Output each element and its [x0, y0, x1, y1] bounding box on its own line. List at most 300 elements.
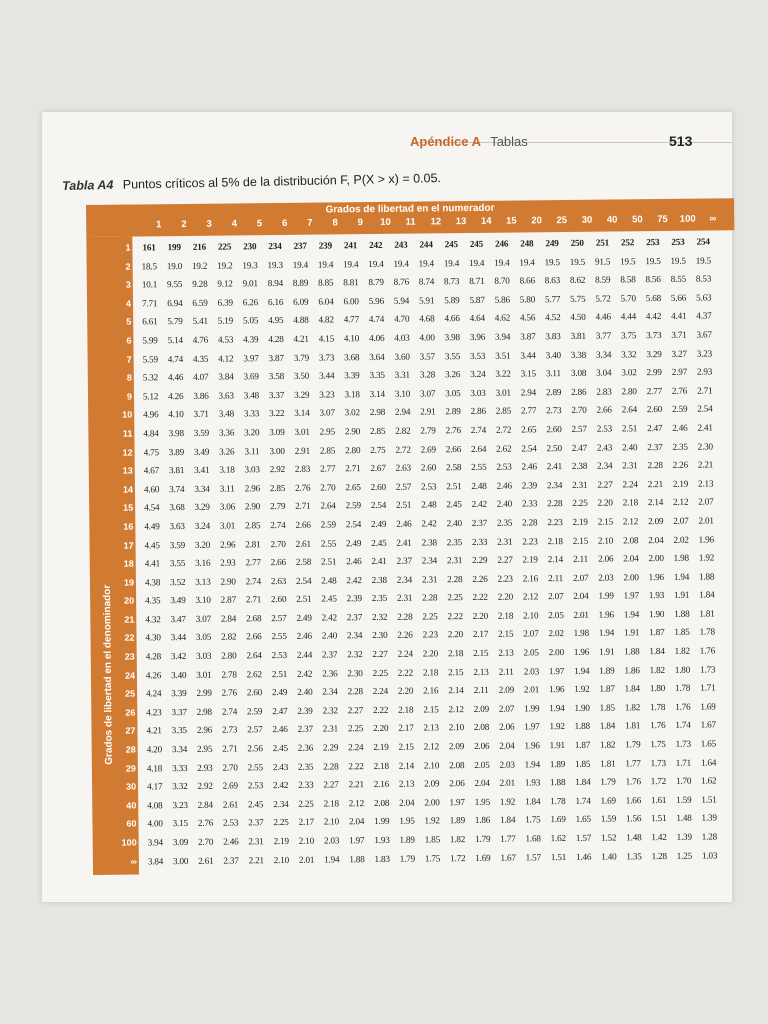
- table-cell: 1.80: [649, 683, 666, 694]
- table-cell: 3.48: [218, 408, 235, 419]
- table-cell: 1.66: [625, 795, 642, 806]
- row-spacer: [718, 437, 743, 456]
- row-header: 17: [123, 540, 134, 551]
- table-cell: 2.54: [697, 403, 713, 414]
- table-cell: 1.82: [449, 834, 466, 845]
- table-cell: 1.75: [525, 814, 541, 825]
- column-header: 100: [679, 213, 696, 225]
- row-header: 20: [124, 595, 135, 606]
- row-spacer: [716, 269, 741, 288]
- table-cell: 2.34: [346, 630, 363, 641]
- table-cell: 1.85: [424, 834, 441, 845]
- table-cell: 2.60: [546, 423, 562, 435]
- table-cell: 2.14: [448, 685, 464, 696]
- row-spacer: [718, 418, 743, 437]
- table-cell: 2.61: [222, 799, 239, 810]
- table-cell: 2.66: [445, 443, 462, 454]
- table-cell: 2.34: [546, 479, 563, 490]
- table-cell: 1.40: [601, 851, 617, 862]
- table-cell: 2.04: [648, 534, 664, 545]
- table-cell: 3.94: [147, 837, 163, 848]
- table-cell: 1.39: [676, 831, 692, 842]
- table-cell: 2.04: [399, 797, 415, 808]
- table-cell: 239: [318, 240, 332, 251]
- table-cell: 2.01: [573, 609, 589, 620]
- table-cell: 2.42: [346, 574, 362, 585]
- table-cell: 2.53: [247, 780, 264, 791]
- table-cell: 2.09: [424, 778, 440, 789]
- table-cell: 2.26: [472, 573, 488, 584]
- table-cell: 2.49: [370, 518, 387, 529]
- table-cell: 2.04: [499, 740, 515, 751]
- table-cell: 1.96: [648, 571, 664, 582]
- table-cell: 1.67: [500, 852, 516, 863]
- table-cell: 8.81: [343, 277, 359, 288]
- table-cell: 3.84: [147, 855, 164, 866]
- table-cell: 6.59: [192, 297, 208, 308]
- table-cell: 8.53: [695, 273, 712, 284]
- table-cell: 2.18: [373, 760, 389, 771]
- table-cell: 246: [495, 238, 509, 249]
- table-cell: 1.62: [550, 833, 566, 844]
- table-cell: 2.01: [523, 684, 540, 695]
- table-cell: 2.62: [496, 443, 512, 454]
- table-cell: 2.21: [697, 459, 714, 470]
- table-cell: 9.01: [242, 278, 258, 289]
- table-cell: 1.94: [573, 665, 590, 676]
- table-cell: 2.34: [597, 460, 613, 471]
- table-cell: 8.63: [544, 275, 561, 286]
- table-cell: 1.69: [700, 701, 716, 712]
- table-cell: 2.31: [497, 536, 513, 547]
- table-cell: 2.33: [471, 536, 488, 547]
- table-cell: 2.33: [298, 779, 314, 791]
- table-cell: 2.63: [395, 462, 411, 473]
- table-cell: 4.38: [144, 576, 161, 588]
- table-cell: 2.53: [222, 817, 239, 829]
- table-cell: 4.77: [343, 314, 360, 325]
- table-cell: 2.47: [647, 422, 663, 434]
- table-cell: 2.20: [472, 610, 489, 621]
- table-cell: 2.19: [522, 554, 538, 565]
- table-cell: 3.11: [545, 368, 561, 379]
- table-cell: 1.92: [499, 796, 516, 807]
- row-spacer: [718, 474, 743, 493]
- table-cell: 2.37: [346, 612, 363, 623]
- table-cell: 2.70: [320, 482, 336, 493]
- table-cell: 2.18: [447, 648, 464, 659]
- table-cell: 2.31: [446, 555, 463, 566]
- table-cell: 250: [570, 237, 584, 248]
- table-cell: 2.92: [197, 780, 213, 792]
- table-cell: 4.00: [419, 332, 435, 343]
- row-spacer: [718, 455, 743, 474]
- table-cell: 1.84: [624, 683, 640, 694]
- table-cell: 3.89: [168, 446, 185, 457]
- table-cell: 2.95: [196, 743, 213, 754]
- table-cell: 2.48: [321, 575, 337, 586]
- table-cell: 2.47: [272, 705, 288, 716]
- table-cell: 8.62: [569, 274, 586, 286]
- table-cell: 4.06: [368, 332, 385, 344]
- table-cell: 2.11: [473, 685, 489, 696]
- table-cell: 3.24: [194, 520, 211, 531]
- table-cell: 2.99: [646, 367, 662, 378]
- table-cell: 2.05: [523, 647, 539, 658]
- table-cell: 19.4: [317, 259, 334, 270]
- table-cell: 2.01: [499, 777, 515, 788]
- table-cell: 2.53: [596, 423, 613, 434]
- table-cell: 3.68: [344, 351, 360, 362]
- table-cell: 3.87: [268, 352, 284, 363]
- table-cell: 4.23: [146, 707, 162, 718]
- table-cell: 2.18: [422, 666, 439, 678]
- table-cell: 2.07: [498, 703, 515, 714]
- table-cell: 3.83: [545, 331, 561, 342]
- table-cell: 3.23: [319, 389, 335, 400]
- numerator-header: Grados de libertad en el numerador: [325, 202, 495, 216]
- table-cell: 1.91: [623, 627, 640, 638]
- table-cell: 4.74: [167, 353, 184, 364]
- table-cell: 254: [696, 236, 710, 247]
- table-cell: 244: [419, 239, 433, 250]
- table-cell: 2.13: [473, 666, 489, 677]
- table-cell: 2.06: [449, 778, 465, 789]
- table-cell: 2.45: [272, 742, 288, 754]
- table-cell: 3.44: [520, 349, 536, 361]
- table-cell: 3.44: [170, 632, 187, 643]
- table-cell: 2.70: [197, 836, 214, 847]
- table-cell: 2.77: [245, 557, 261, 568]
- table-cell: 2.10: [597, 534, 614, 546]
- table-cell: 4.41: [144, 558, 161, 569]
- table-cell: 8.73: [443, 276, 460, 287]
- table-cell: 2.04: [623, 553, 639, 564]
- table-cell: 2.05: [474, 759, 490, 770]
- table-cell: 1.93: [648, 590, 665, 601]
- row-spacer: [721, 790, 746, 809]
- table-cell: 2.46: [521, 461, 537, 472]
- table-cell: 2.00: [424, 797, 440, 808]
- table-cell: 1.03: [701, 850, 718, 861]
- table-cell: 1.73: [650, 757, 666, 768]
- table-cell: 2.60: [246, 687, 263, 698]
- table-cell: 2.42: [296, 668, 313, 679]
- table-body: [136, 232, 747, 870]
- table-cell: 2.89: [545, 386, 562, 397]
- row-header: 5: [126, 316, 132, 327]
- table-cell: 19.4: [292, 259, 309, 270]
- table-cell: 2.54: [345, 519, 362, 530]
- table-cell: 3.15: [520, 368, 536, 379]
- table-cell: 2.37: [471, 517, 488, 528]
- table-cell: 2.98: [369, 407, 386, 418]
- table-cell: 2.33: [521, 498, 538, 509]
- table-cell: 1.94: [673, 571, 690, 582]
- table-cell: 6.61: [142, 316, 158, 327]
- table-cell: 1.76: [650, 720, 666, 731]
- table-cell: 2.90: [344, 426, 361, 437]
- table-cell: 18.5: [141, 260, 157, 272]
- table-cell: 2.08: [373, 797, 390, 808]
- table-cell: 3.34: [171, 744, 188, 755]
- table-cell: 2.35: [446, 536, 463, 547]
- table-cell: 19.5: [544, 256, 560, 267]
- table-cell: 2.24: [622, 478, 638, 490]
- table-cell: 2.71: [697, 385, 713, 396]
- column-header: 20: [531, 215, 542, 227]
- table-cell: 2.46: [296, 631, 312, 642]
- table-cell: 2.16: [423, 685, 439, 696]
- row-spacer: [717, 399, 742, 418]
- table-cell: 2.20: [497, 591, 514, 602]
- table-cell: 1.95: [399, 815, 415, 827]
- table-cell: 2.11: [498, 666, 514, 677]
- table-cell: 3.49: [193, 446, 210, 457]
- row-header: 4: [125, 298, 132, 309]
- table-cell: 3.57: [419, 350, 435, 362]
- table-cell: 1.97: [524, 721, 540, 732]
- table-cell: 2.96: [196, 725, 213, 736]
- table-cell: 2.59: [320, 519, 336, 530]
- table-cell: 9.12: [217, 278, 233, 289]
- table-cell: 4.35: [192, 353, 209, 364]
- table-cell: 2.26: [397, 630, 413, 641]
- table-cell: 3.18: [219, 464, 235, 475]
- table-cell: 3.35: [369, 370, 385, 381]
- table-cell: 19.2: [191, 260, 208, 271]
- table-cell: 2.91: [420, 406, 436, 417]
- table-cell: 3.38: [570, 349, 587, 360]
- table-cell: 5.70: [620, 293, 636, 304]
- table-cell: 3.39: [171, 688, 187, 699]
- table-cell: 3.81: [570, 330, 586, 341]
- table-cell: 3.79: [293, 352, 310, 363]
- table-cell: 5.32: [142, 372, 159, 383]
- row-spacer: [719, 511, 744, 530]
- table-cell: 1.78: [699, 626, 715, 638]
- table-cell: 2.00: [623, 571, 639, 583]
- row-header: 28: [125, 744, 136, 755]
- table-cell: 3.22: [269, 408, 285, 419]
- table-cell: 5.75: [570, 293, 586, 304]
- table-cell: 1.67: [700, 719, 716, 731]
- table-cell: 1.96: [548, 684, 565, 695]
- table-cell: 4.00: [147, 818, 163, 829]
- table-cell: 4.03: [394, 332, 410, 343]
- table-cell: 1.77: [500, 833, 516, 844]
- table-cell: 2.82: [395, 425, 411, 436]
- table-cell: 1.51: [550, 851, 567, 862]
- table-cell: 4.46: [167, 372, 184, 383]
- table-cell: 3.24: [470, 368, 486, 380]
- row-header: 1: [125, 242, 131, 253]
- table-cell: 2.17: [298, 817, 314, 828]
- table-cell: 2.34: [396, 574, 413, 585]
- table-cell: 2.15: [572, 535, 589, 546]
- row-header: 25: [125, 688, 136, 699]
- table-cell: 2.59: [345, 500, 361, 511]
- table-cell: 2.21: [248, 854, 264, 865]
- table-cell: 5.87: [469, 294, 485, 305]
- table-cell: 2.40: [496, 498, 513, 510]
- table-cell: 2.15: [423, 704, 439, 715]
- table-cell: 1.78: [550, 795, 566, 806]
- table-cell: 2.04: [474, 778, 490, 789]
- table-cell: 2.74: [245, 575, 261, 587]
- column-header: 13: [455, 216, 467, 228]
- table-cell: 2.22: [472, 592, 488, 603]
- table-cell: 234: [268, 240, 282, 252]
- table-cell: 2.24: [372, 686, 389, 697]
- table-cell: 3.40: [171, 669, 187, 680]
- table-cell: 3.26: [444, 369, 461, 380]
- table-cell: 2.28: [647, 460, 663, 471]
- table-cell: 19.3: [242, 259, 258, 270]
- table-cell: 3.05: [445, 387, 461, 398]
- table-cell: 2.27: [597, 479, 613, 490]
- column-header: 5: [256, 218, 263, 230]
- table-cell: 2.12: [622, 516, 639, 527]
- table-cell: 2.30: [697, 440, 713, 452]
- table-cell: 4.28: [268, 333, 284, 345]
- table-cell: 3.03: [244, 464, 260, 475]
- table-cell: 2.48: [421, 499, 437, 510]
- table-cell: 2.60: [646, 404, 663, 415]
- table-cell: 2.94: [394, 406, 411, 418]
- table-cell: 19.5: [569, 256, 586, 267]
- table-cell: 2.93: [197, 762, 213, 773]
- table-cell: 1.79: [625, 739, 641, 750]
- table-cell: 2.60: [370, 481, 386, 492]
- table-cell: 3.87: [520, 331, 536, 342]
- table-cell: 1.97: [449, 796, 465, 808]
- table-cell: 2.09: [473, 703, 490, 714]
- table-cell: 8.74: [418, 276, 435, 287]
- table-cell: 3.63: [169, 520, 185, 532]
- table-cell: 2.37: [223, 855, 239, 866]
- table-cell: 2.65: [521, 424, 537, 435]
- table-cell: 2.83: [596, 386, 612, 397]
- table-cell: 2.64: [470, 443, 487, 454]
- column-header: 3: [206, 218, 212, 230]
- table-cell: 2.91: [294, 445, 310, 456]
- row-header: 9: [126, 391, 133, 402]
- table-cell: 2.06: [499, 721, 515, 733]
- table-cell: 91.5: [594, 256, 611, 267]
- table-cell: 1.51: [701, 794, 717, 805]
- table-cell: 2.12: [348, 797, 365, 809]
- row-spacer: [721, 771, 746, 790]
- table-cell: 8.71: [469, 276, 485, 287]
- table-cell: 2.49: [296, 612, 312, 623]
- table-cell: 2.51: [395, 499, 412, 511]
- table-cell: 2.31: [322, 723, 339, 734]
- table-cell: 2.46: [672, 422, 688, 433]
- table-cell: 3.02: [621, 367, 637, 378]
- table-cell: 2.18: [622, 497, 638, 508]
- row-spacer: [721, 753, 746, 772]
- table-cell: 2.12: [448, 703, 464, 715]
- row-header: 22: [124, 632, 135, 644]
- table-cell: 245: [469, 238, 484, 249]
- table-cell: 1.89: [399, 834, 415, 845]
- table-cell: 1.78: [649, 701, 666, 712]
- table-cell: 2.02: [548, 628, 564, 639]
- column-header: 8: [332, 217, 338, 229]
- table-cell: 2.77: [646, 385, 663, 396]
- table-cell: 3.09: [269, 426, 285, 438]
- table-cell: 2.35: [496, 517, 513, 528]
- table-cell: 3.64: [369, 351, 385, 362]
- table-cell: 8.66: [519, 275, 535, 286]
- table-cell: 8.58: [620, 274, 636, 285]
- table-cell: 3.49: [170, 595, 186, 606]
- table-cell: 2.43: [596, 442, 613, 453]
- table-cell: 4.21: [146, 725, 162, 736]
- table-cell: 1.25: [676, 850, 693, 861]
- table-cell: 3.59: [169, 539, 186, 550]
- table-cell: 4.52: [545, 312, 561, 323]
- table-cell: 2.20: [422, 648, 439, 659]
- table-caption-text: Puntos críticos al 5% de la distribución F, P(X > x) = 0.05.: [122, 171, 442, 192]
- table-cell: 2.58: [445, 462, 462, 473]
- table-cell: 4.95: [268, 315, 284, 326]
- table-cell: 8.76: [393, 276, 409, 287]
- table-cell: 2.69: [222, 780, 238, 791]
- table-cell: 6.16: [267, 296, 284, 307]
- table-cell: 3.32: [621, 348, 637, 359]
- column-header: 9: [357, 217, 363, 229]
- row-header: 27: [125, 725, 136, 737]
- table-cell: 3.98: [168, 427, 184, 439]
- table-cell: 2.77: [319, 463, 336, 474]
- row-header: 8: [126, 372, 132, 383]
- table-cell: 1.70: [675, 775, 692, 787]
- table-cell: 3.55: [169, 558, 186, 569]
- table-cell: 4.66: [444, 313, 460, 324]
- table-cell: 8.56: [645, 274, 661, 285]
- table-cell: 2.38: [571, 460, 588, 472]
- table-cell: 2.23: [497, 573, 513, 584]
- row-spacer: [720, 604, 745, 623]
- table-cell: 2.54: [521, 442, 537, 453]
- table-cell: 5.14: [167, 334, 183, 346]
- table-cell: 2.18: [323, 798, 339, 809]
- table-cell: 2.89: [445, 406, 461, 417]
- table-cell: 2.46: [223, 836, 239, 847]
- table-cell: 3.08: [570, 367, 587, 379]
- table-cell: 2.25: [572, 498, 588, 509]
- table-cell: 2.97: [671, 366, 688, 378]
- table-cell: 2.36: [322, 668, 338, 679]
- table-cell: 2.54: [295, 575, 312, 586]
- table-cell: 237: [293, 240, 307, 251]
- table-cell: 1.88: [574, 721, 590, 732]
- table-cell: 252: [620, 237, 635, 248]
- table-cell: 2.98: [196, 706, 212, 717]
- table-cell: 8.55: [670, 273, 687, 285]
- table-cell: 3.55: [444, 350, 461, 361]
- table-cell: 3.02: [344, 407, 360, 418]
- table-cell: 1.89: [599, 665, 615, 676]
- table-cell: 4.24: [146, 688, 162, 699]
- table-cell: 2.34: [322, 686, 338, 697]
- table-cell: 161: [142, 242, 156, 253]
- table-cell: 2.15: [597, 516, 614, 527]
- row-header: 7: [126, 354, 132, 365]
- table-cell: 1.84: [499, 814, 516, 826]
